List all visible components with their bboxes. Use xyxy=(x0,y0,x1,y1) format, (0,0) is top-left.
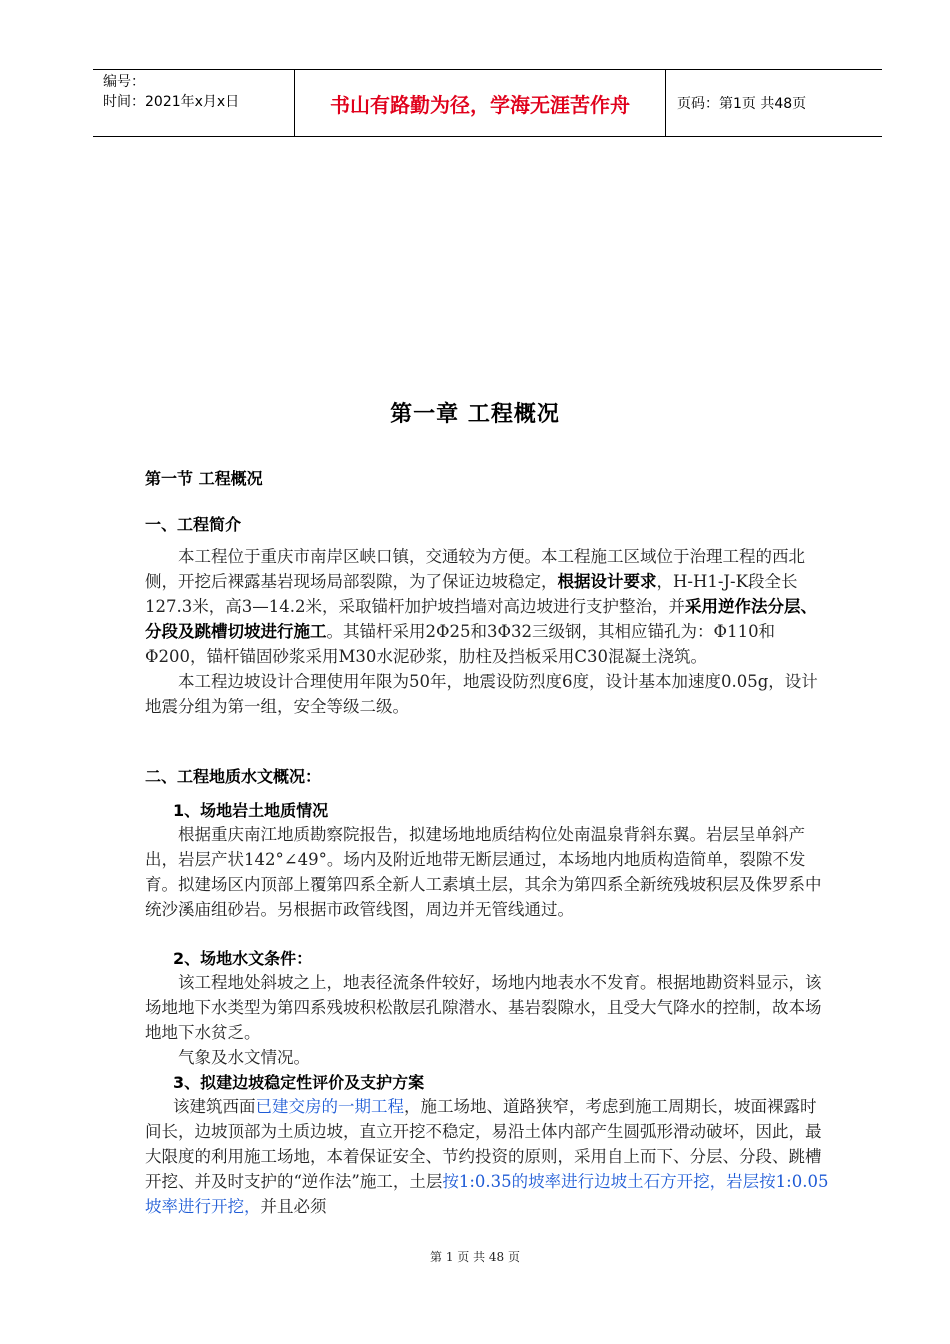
page-footer: 第 1 页 共 48 页 xyxy=(430,1250,520,1264)
section-title: 第一节 工程概况 xyxy=(145,469,263,488)
time-label: 时间：2021年x月x日 xyxy=(103,94,240,110)
text: 。其锚杆采用2Φ25和3Φ32三级钢，其相应锚孔为：Φ110和Φ200，锚杆锚固砂浆采用M30水泥砂浆，肋柱及挡板采用C30混凝土浇筑。 xyxy=(145,622,776,666)
header-page-label: 页码：第1页 共48页 xyxy=(677,96,807,112)
highlighted-text: 已建交房的一期工程 xyxy=(255,1097,404,1116)
heading-project-intro: 一、工程简介 xyxy=(145,515,242,534)
document-header xyxy=(93,69,882,137)
number-label: 编号： xyxy=(103,74,145,90)
paragraph-stability xyxy=(145,1094,831,1219)
paragraph-soil xyxy=(145,822,831,922)
text: 该建筑西面 xyxy=(173,1097,256,1116)
text: 根据重庆南江地质勘察院报告，拟建场地地质结构位处南温泉背斜东翼。岩层呈单斜产出，岩层产状142°∠49°。场内及附近地带无断层通过，本场地内地质构造简单，裂隙不发育。拟建场区内顶部上覆第四系全新人工素填土层，其余为第四系全新统残坡积层及侏罗系中统沙溪庙组砂岩。另根据市政管线图，周边并无管线通过。 xyxy=(145,825,822,919)
text: 本工程位于重庆市南岸区峡口镇，交通较为方便。本工程施工区域位于治理工程的西北侧，开挖后裸露基岩现场局部裂隙，为了保证边坡稳定， xyxy=(145,547,805,591)
header-divider xyxy=(665,70,666,136)
heading-geology: 二、工程地质水文概况： xyxy=(145,767,322,786)
paragraph-design-life: 本工程边坡设计合理使用年限为50年，地震设防烈度6度，设计基本加速度0.05g，设计地震分组为第一组，安全等级二级。 xyxy=(145,672,818,716)
chapter-title: 第一章 工程概况 xyxy=(390,402,560,427)
header-motto: 书山有路勤为径，学海无涯苦作舟 xyxy=(330,92,630,117)
text: 该工程地处斜坡之上，地表径流条件较好，场地内地表水不发育。根据地勘资料显示，该场地地下水类型为第四系残坡积松散层孔隙潜水、基岩裂隙水，且受大气降水的控制，故本场地地下水贫乏。 xyxy=(145,973,822,1042)
bold-text: 根据设计要求 xyxy=(557,572,657,591)
header-meta xyxy=(103,72,239,112)
text: 气象及水文情况。 xyxy=(178,1048,310,1067)
subheading-stability: 3、拟建边坡稳定性评价及支护方案 xyxy=(173,1073,425,1092)
text: 并且必须 xyxy=(260,1197,327,1216)
text: ，施工场地、道路狭窄，考虑到施工周期长，坡面裸露时间长，边坡顶部为土质边坡，直立开挖不稳定，易沿土体内部产生圆弧形滑动破坏，因此，最大限度的利用施工场地，本着保证安全、节约投资的原则，采用自上而下、分层、分段、跳槽开挖、并及时支护的“逆作法”施工，土层 xyxy=(145,1097,822,1191)
bold-text: 采用逆作法分层、分段及跳槽切坡进行施工 xyxy=(145,597,817,641)
text: ，H-H1-J-K段全长127.3米，高3—14.2米，采取锚杆加护坡挡墙对高边坡进行支护整治，并 xyxy=(145,572,798,616)
paragraph-intro xyxy=(145,544,831,719)
highlighted-text: 按1:0.35的坡率进行边坡土石方开挖，岩层按1:0.05坡率进行开挖， xyxy=(145,1172,829,1216)
subheading-soil: 1、场地岩土地质情况 xyxy=(173,801,329,820)
subheading-hydrology: 2、场地水文条件： xyxy=(173,949,313,968)
paragraph-hydrology xyxy=(145,970,831,1070)
